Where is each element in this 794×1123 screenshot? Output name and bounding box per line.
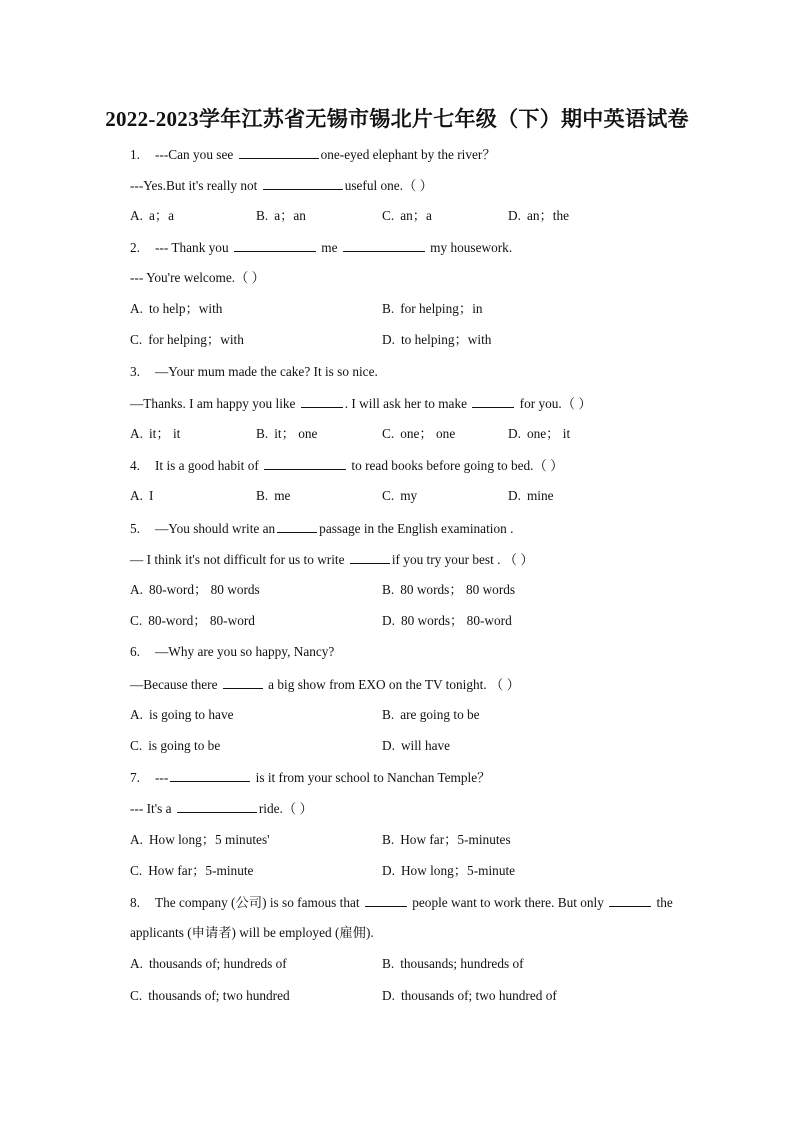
answer-blank <box>365 893 407 907</box>
option-c[interactable]: C. thousands of; two hundred <box>130 988 290 1003</box>
question-4-line-1: 4. It is a good habit of to read books before going to bed.（ ） <box>130 458 564 473</box>
answer-blank <box>170 768 250 782</box>
answer-blank <box>223 675 263 689</box>
question-7-line-2: --- It's a ride.（ ） <box>130 801 313 816</box>
option-c[interactable]: C. for helping；with <box>130 332 244 347</box>
question-2-line-2: --- You're welcome.（ ） <box>130 270 265 285</box>
question-2-line-1: 2. --- Thank you me my housework. <box>130 240 513 255</box>
option-b[interactable]: B. thousands; hundreds of <box>382 956 524 971</box>
option-c[interactable]: C. How far；5-minute <box>130 863 254 878</box>
question-number: 8. <box>130 895 140 910</box>
answer-blank <box>343 238 425 252</box>
option-b[interactable]: B. me <box>256 488 291 503</box>
option-b[interactable]: B. 80 words； 80 words <box>382 582 516 597</box>
question-number: 5. <box>130 521 140 536</box>
option-a[interactable]: A. to help；with <box>130 301 223 316</box>
option-d[interactable]: D. mine <box>508 488 554 503</box>
exam-title: 2022-2023学年江苏省无锡市锡北片七年级（下）期中英语试卷 <box>105 107 689 131</box>
question-1-line-2: ---Yes.But it's really not useful one.（ ） <box>130 178 433 193</box>
option-c[interactable]: C. my <box>382 488 418 503</box>
question-number: 4. <box>130 458 140 473</box>
answer-blank <box>234 238 316 252</box>
option-d[interactable]: D. an；the <box>508 208 570 223</box>
question-1-line-1: 1. ---Can you see one-eyed elephant by the river？ <box>130 147 496 162</box>
question-number: 1. <box>130 147 140 162</box>
option-b[interactable]: B. How far；5-minutes <box>382 832 511 847</box>
question-number: 6. <box>130 644 140 659</box>
answer-blank <box>301 394 343 408</box>
option-a[interactable]: A. 80-word； 80 words <box>130 582 260 597</box>
answer-blank <box>177 799 257 813</box>
option-c[interactable]: C. 80-word； 80-word <box>130 613 255 628</box>
answer-blank <box>239 145 319 159</box>
question-3-line-2: —Thanks. I am happy you like . I will ask her to make for you.（ ） <box>130 396 592 411</box>
question-number: 3. <box>130 364 140 379</box>
option-a[interactable]: A. How long；5 minutes' <box>130 832 270 847</box>
option-c[interactable]: C. an；a <box>382 208 432 223</box>
option-b[interactable]: B. for helping；in <box>382 301 483 316</box>
question-3-line-1: 3. —Your mum made the cake? It is so nice. <box>130 364 378 379</box>
option-a[interactable]: A. a；a <box>130 208 175 223</box>
question-5-line-1: 5. —You should write an passage in the English examination . <box>130 521 514 536</box>
question-8-line-1: 8. The company (公司) is so famous that people want to work there. But only the <box>130 895 673 910</box>
option-d[interactable]: D. will have <box>382 738 451 753</box>
option-b[interactable]: B. are going to be <box>382 707 480 722</box>
question-5-line-2: — I think it's not difficult for us to write if you try your best . （ ） <box>130 552 534 567</box>
option-a[interactable]: A. I <box>130 488 154 503</box>
option-c[interactable]: C. one； one <box>382 426 456 441</box>
answer-blank <box>609 893 651 907</box>
answer-blank <box>350 550 390 564</box>
question-6-line-1: 6. —Why are you so happy, Nancy? <box>130 644 335 659</box>
option-d[interactable]: D. to helping；with <box>382 332 492 347</box>
question-7-line-1: 7. --- is it from your school to Nanchan Temple？ <box>130 770 491 785</box>
option-d[interactable]: D. 80 words； 80-word <box>382 613 512 628</box>
answer-blank <box>264 456 346 470</box>
answer-blank <box>263 176 343 190</box>
answer-blank <box>277 519 317 533</box>
option-d[interactable]: D. How long；5-minute <box>382 863 516 878</box>
option-d[interactable]: D. thousands of; two hundred of <box>382 988 557 1003</box>
question-number: 2. <box>130 240 140 255</box>
option-a[interactable]: A. it； it <box>130 426 181 441</box>
question-number: 7. <box>130 770 140 785</box>
option-b[interactable]: B. it； one <box>256 426 318 441</box>
question-6-line-2: —Because there a big show from EXO on the TV tonight. （ ） <box>130 677 520 692</box>
option-a[interactable]: A. thousands of; hundreds of <box>130 956 287 971</box>
option-c[interactable]: C. is going to be <box>130 738 221 753</box>
question-8-line-2: applicants (申请者) will be employed (雇佣). <box>130 925 374 940</box>
option-d[interactable]: D. one； it <box>508 426 571 441</box>
answer-blank <box>472 394 514 408</box>
option-b[interactable]: B. a；an <box>256 208 306 223</box>
option-a[interactable]: A. is going to have <box>130 707 234 722</box>
